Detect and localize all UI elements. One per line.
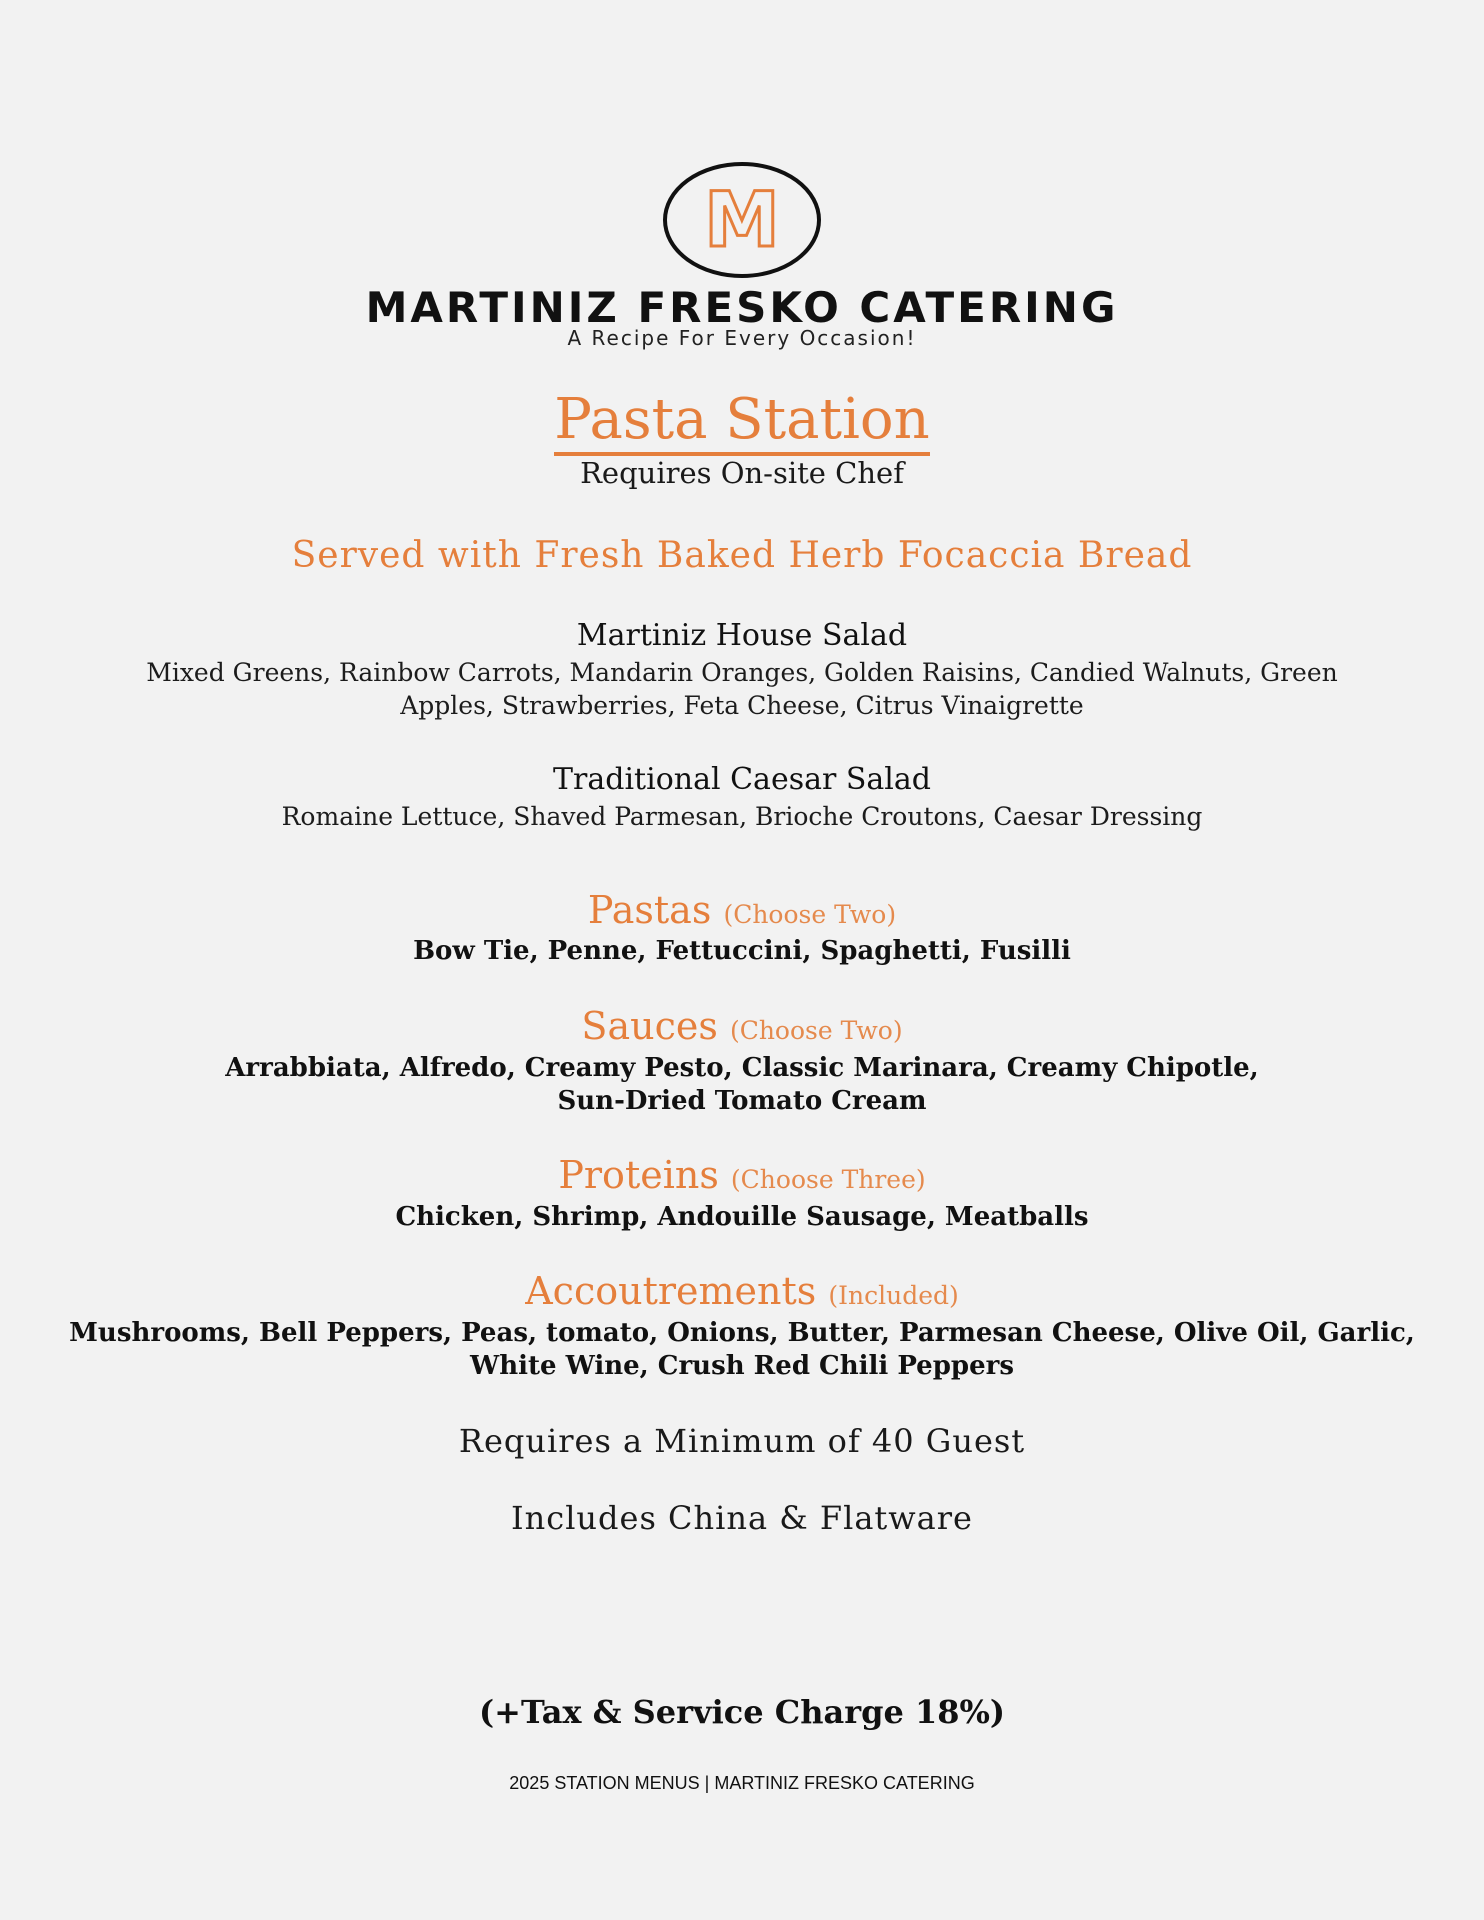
section-note: (Included) — [828, 1281, 959, 1310]
salad-description-caesar: Romaine Lettuce, Shaved Parmesan, Brioche Croutons, Caesar Dressing — [281, 802, 1203, 831]
section-title: Sauces — [581, 1004, 718, 1048]
salad-name-caesar: Traditional Caesar Salad — [553, 762, 931, 797]
brand-tagline: A Recipe For Every Occasion! — [567, 326, 917, 350]
section-note: (Choose Two) — [723, 900, 897, 929]
salad-description-house-line1: Mixed Greens, Rainbow Carrots, Mandarin Oranges, Golden Raisins, Candied Walnuts, Green — [146, 658, 1338, 687]
section-items-sauces-line2: Sun-Dried Tomato Cream — [557, 1086, 927, 1116]
section-heading-sauces — [0, 1000, 1484, 1057]
section-heading-pastas — [0, 884, 1484, 941]
section-items-proteins: Chicken, Shrimp, Andouille Sausage, Meatballs — [395, 1202, 1089, 1232]
section-note: (Choose Two) — [729, 1016, 903, 1045]
includes-note: Includes China & Flatware — [511, 1499, 973, 1537]
station-title-row — [0, 385, 1484, 455]
logo — [0, 160, 1484, 280]
section-items-sauces-line1: Arrabbiata, Alfredo, Creamy Pesto, Classic Marinara, Creamy Chipotle, — [225, 1053, 1259, 1083]
page-title: Pasta Station — [554, 387, 929, 456]
brand-name: MARTINIZ FRESKO CATERING — [365, 283, 1119, 332]
minimum-guests-note: Requires a Minimum of 40 Guest — [458, 1422, 1026, 1460]
page-footer: 2025 STATION MENUS | MARTINIZ FRESKO CATERING — [509, 1773, 975, 1793]
salad-name-house: Martiniz House Salad — [576, 618, 908, 653]
logo-letter: M — [704, 175, 780, 264]
section-note: (Choose Three) — [730, 1165, 926, 1194]
section-heading-accoutrements — [0, 1265, 1484, 1322]
section-items-accoutrements-line1: Mushrooms, Bell Peppers, Peas, tomato, Onions, Butter, Parmesan Cheese, Olive Oil, Garlic, — [69, 1318, 1415, 1348]
section-title: Proteins — [558, 1153, 719, 1197]
salad-description-house-line2: Apples, Strawberries, Feta Cheese, Citrus Vinaigrette — [400, 691, 1084, 720]
section-items-pastas: Bow Tie, Penne, Fettuccini, Spaghetti, Fusilli — [413, 936, 1071, 966]
tax-service-note: (+Tax & Service Charge 18%) — [478, 1693, 1006, 1731]
section-title: Accoutrements — [525, 1269, 817, 1313]
station-subtitle: Requires On-site Chef — [580, 456, 904, 490]
section-heading-proteins — [0, 1149, 1484, 1206]
served-with-line: Served with Fresh Baked Herb Focaccia Bread — [291, 535, 1193, 576]
section-items-accoutrements-line2: White Wine, Crush Red Chili Peppers — [470, 1351, 1014, 1381]
section-title: Pastas — [587, 888, 712, 932]
logo-emblem-icon — [657, 160, 827, 280]
